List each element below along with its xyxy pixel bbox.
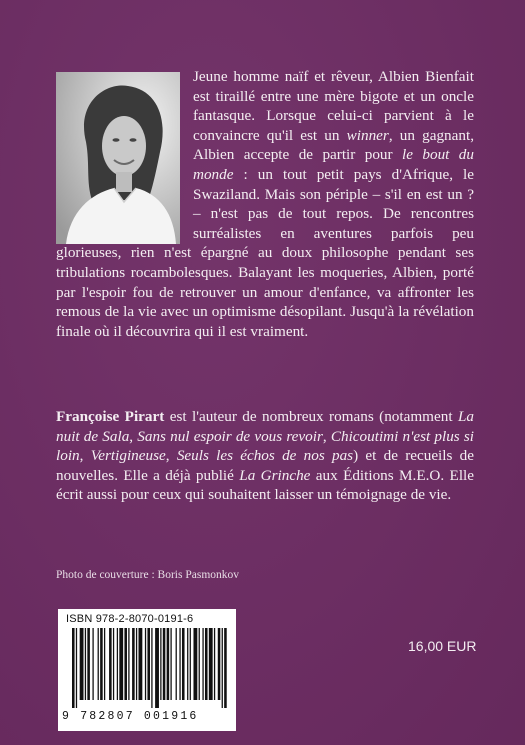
barcode-bar bbox=[176, 628, 177, 700]
author-bio bbox=[56, 407, 474, 505]
barcode-bar bbox=[136, 628, 137, 700]
barcode-bar bbox=[138, 628, 142, 700]
barcode-bar bbox=[128, 628, 129, 700]
barcode-bar bbox=[190, 628, 191, 700]
barcode-bar bbox=[151, 628, 152, 708]
bio-text: , bbox=[129, 427, 138, 445]
bio-text: , bbox=[322, 427, 331, 445]
barcode-bar bbox=[202, 628, 203, 700]
barcode-bar bbox=[193, 628, 197, 700]
blurb-italic-bout: le bout du monde bbox=[193, 146, 474, 183]
price: 16,00 EUR bbox=[408, 638, 477, 654]
blurb-text: Jeune homme naïf et rêveur, Albien Bienfait est tiraillé entre une mère bigote et un oncle fantasque. Lorsque celui-ci parvient à le convaincre qu'il est un bbox=[193, 68, 474, 144]
barcode-bar bbox=[80, 628, 84, 700]
barcode-bar bbox=[85, 628, 86, 700]
barcode-bar bbox=[104, 628, 105, 700]
barcode-bar bbox=[76, 628, 77, 708]
barcode-icon bbox=[72, 628, 228, 708]
book-title: La Grinche bbox=[239, 466, 311, 484]
barcode-bar bbox=[224, 628, 227, 708]
barcode-bar bbox=[163, 628, 166, 700]
barcode-bar bbox=[205, 628, 208, 700]
barcode-bar bbox=[92, 628, 93, 700]
barcode-bar bbox=[214, 628, 215, 700]
barcode-bar bbox=[132, 628, 135, 700]
barcode-bar bbox=[182, 628, 185, 700]
barcode-bar bbox=[119, 628, 123, 700]
barcode-bar bbox=[199, 628, 200, 700]
barcode-bar bbox=[160, 628, 161, 700]
barcode-bar bbox=[187, 628, 188, 700]
back-cover-blurb bbox=[56, 67, 474, 341]
barcode-panel bbox=[58, 609, 236, 731]
barcode-bar bbox=[124, 628, 127, 700]
barcode-bar bbox=[155, 628, 159, 708]
barcode-bar bbox=[145, 628, 146, 700]
barcode-bar bbox=[179, 628, 180, 700]
ean-digits: 9 782807 001916 bbox=[62, 710, 199, 723]
barcode-bar bbox=[113, 628, 114, 700]
barcode-bar bbox=[209, 628, 213, 700]
blurb-text: , un gagnant, Albien accepte de partir pour bbox=[193, 126, 474, 164]
bio-text: , bbox=[165, 447, 177, 465]
barcode-bar bbox=[167, 628, 170, 700]
bio-text: , bbox=[79, 447, 91, 465]
barcode-bar bbox=[100, 628, 103, 700]
bio-text: aux Éditions M.E.O. Elle écrit aussi pour ceux qui souhaitent laisser un témoignage de vie. bbox=[56, 466, 474, 504]
book-title: Sans nul espoir de vous revoir bbox=[137, 427, 323, 445]
barcode-bar bbox=[98, 628, 99, 700]
barcode-bar bbox=[109, 628, 112, 700]
blurb-italic-winner: winner bbox=[346, 126, 389, 144]
barcode-bar bbox=[222, 628, 223, 708]
bio-text: ) et de recueils de nouvelles. Elle a déjà publié bbox=[56, 447, 474, 484]
barcode-bar bbox=[117, 628, 118, 700]
barcode-bar bbox=[170, 628, 171, 700]
book-title: Vertigineuse bbox=[90, 447, 166, 465]
barcode-bar bbox=[72, 628, 75, 708]
isbn-label: ISBN 978-2-8070-0191-6 bbox=[66, 613, 194, 625]
barcode-bar bbox=[218, 628, 221, 700]
book-title: Seuls les échos de nos pas bbox=[176, 447, 354, 465]
blurb-text: : un tout petit pays d'Afrique, le Swaziland. Mais son périple – s'il en est un ? – n'est pas de tout repos. De rencontres surréalistes en aventures parfois peu glorieuses, rien n'est épargné au doux philosophe pendant ses tribulations rocambolesques. Balayant les moqueries, Albien, porté par l'espoir fou de retrouver un amour d'enfance, va affronter les remous de la vie avec un optimisme désopilant. Jusqu'à la révélation finale où il découvrira qui il est vraiment. bbox=[56, 165, 474, 340]
book-title: Chicoutimi n'est plus si loin bbox=[56, 427, 475, 465]
barcode-bar bbox=[87, 628, 90, 700]
photo-credit: Photo de couverture : Boris Pasmonkov bbox=[56, 569, 240, 581]
book-title: La nuit de Sala bbox=[56, 408, 474, 445]
barcode-bar bbox=[147, 628, 150, 700]
bio-text: est l'auteur de nombreux romans (notamment bbox=[164, 408, 458, 425]
author-name: Françoise Pirart bbox=[56, 408, 165, 425]
